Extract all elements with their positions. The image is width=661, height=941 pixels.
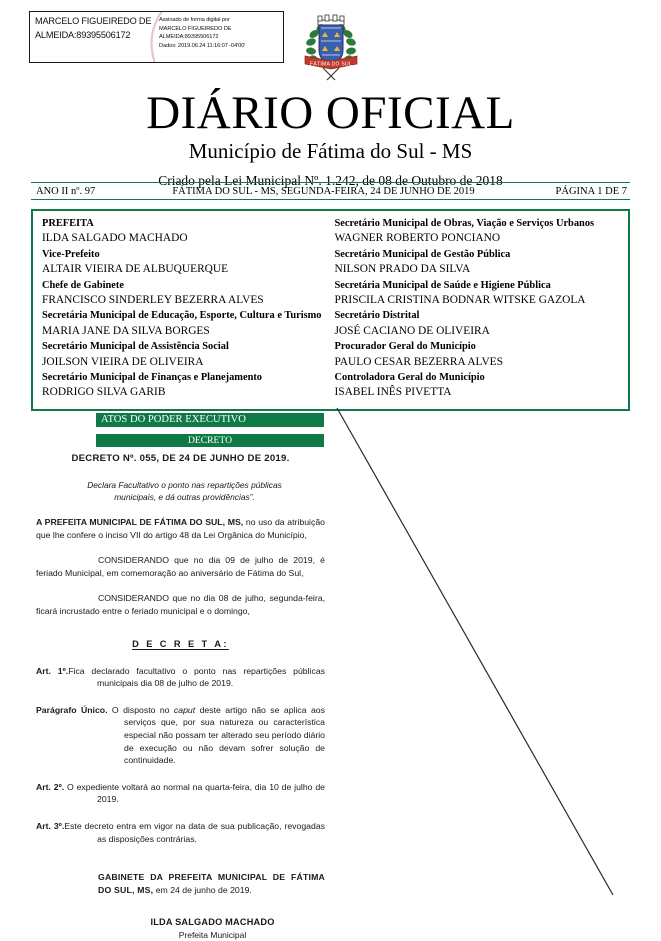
- decree-signer-name: ILDA SALGADO MACHADO: [150, 917, 275, 928]
- decree-decreta-label: D E C R E T A:: [132, 638, 229, 649]
- signature-detail-line-4: Dados: 2019.06.24 11:16:07 -04'00': [159, 42, 246, 49]
- signature-details: [155, 12, 283, 62]
- official-name: NILSON PRADO DA SILVA: [334, 263, 471, 276]
- closing-bold: GABINETE DA PREFEITA MUNICIPAL DE FÁTIMA DO SUL, MS,: [98, 872, 325, 895]
- digital-signature-stamp: [29, 11, 284, 63]
- signature-detail-line-3: ALMEIDA:89395506172: [159, 34, 219, 41]
- edition-date: FÁTIMA DO SUL - MS, SEGUNDA-FEIRA, 24 DE JUNHO DE 2019: [172, 185, 475, 197]
- paragrafo-text-b: deste artigo não se aplica aos serviços que, por sua natureza ou característica especial não possam ter alterado seu período diário de execução ou não devam sofrer solução de continuidade.: [124, 704, 325, 766]
- official-role: Secretária Municipal de Saúde e Higiene Pública: [334, 279, 551, 291]
- signature-detail-line-2: MARCELO FIGUEIREDO DE: [159, 25, 232, 32]
- official-role: Vice-Prefeito: [42, 248, 100, 260]
- officials-column-right: [331, 216, 629, 409]
- decree-article-1: [36, 665, 325, 690]
- official-name: PAULO CESAR BEZERRA ALVES: [334, 355, 503, 368]
- signature-detail-line-1: Assinado de forma digital por: [159, 17, 230, 23]
- official-name: ALTAIR VIEIRA DE ALBUQUERQUE: [42, 263, 229, 276]
- official-role: Secretário Municipal de Obras, Viação e Serviços Urbanos: [334, 218, 595, 229]
- decree-preamble-bold: A PREFEITA MUNICIPAL DE FÁTIMA DO SUL, MS,: [36, 517, 244, 527]
- decree-closing: [36, 871, 325, 896]
- official-role: Secretária Municipal de Educação, Esporte, Cultura e Turismo: [42, 310, 322, 322]
- article-2-text: O expediente voltará ao normal na quarta-feira, dia 10 de julho de 2019.: [64, 781, 325, 805]
- article-2-label: Art. 2º.: [36, 781, 65, 792]
- officials-box: [31, 209, 630, 411]
- section-banner-executive: ATOS DO PODER EXECUTIVO: [96, 413, 324, 427]
- officials-column-left: [33, 216, 331, 409]
- official-name: JOILSON VIEIRA DE OLIVEIRA: [42, 355, 204, 368]
- official-name: MARIA JANE DA SILVA BORGES: [42, 324, 210, 337]
- official-role: Secretário Municipal de Gestão Pública: [334, 248, 511, 260]
- article-1-text: Fica declarado facultativo o ponto nas repartições públicas municipais dia 08 de julho de 2019.: [68, 665, 325, 689]
- official-name: FRANCISCO SINDERLEY BEZERRA ALVES: [42, 294, 264, 307]
- decree-preamble: [36, 516, 325, 541]
- svg-text:FÁTIMA DO SUL: FÁTIMA DO SUL: [310, 61, 352, 68]
- official-role: Procurador Geral do Município: [334, 341, 476, 353]
- official-name: RODRIGO SILVA GARIB: [42, 386, 166, 399]
- masthead-subtitle: Município de Fátima do Sul - MS: [188, 139, 473, 163]
- paragrafo-text-a: O disposto no: [107, 704, 174, 715]
- edition-bar: [31, 182, 630, 200]
- decree-article-2: [36, 781, 325, 806]
- official-role: Secretário Municipal de Finanças e Planejamento: [42, 372, 263, 384]
- official-name: WAGNER ROBERTO PONCIANO: [334, 232, 501, 245]
- decree-heading: DECRETO Nº. 055, DE 24 DE JUNHO DE 2019.: [71, 453, 290, 464]
- article-3-text: Este decreto entra em vigor na data de sua publicação, revogadas as disposições contrárias.: [64, 820, 325, 844]
- paragrafo-unico-label: Parágrafo Único.: [36, 704, 108, 715]
- decree-considerando-2: CONSIDERANDO que no dia 08 de julho, segunda-feira, ficará incrustado entre o feriado municipal e o domingo,: [36, 593, 325, 616]
- decree-preamble-rest: no uso da atribuição que lhe confere o inciso VII do artigo 48 da Lei Orgânica do Município,: [36, 517, 325, 540]
- decree-signature-block: [36, 916, 325, 941]
- decree-paragrafo-unico: [36, 704, 325, 767]
- official-name: JOSÉ CACIANO DE OLIVEIRA: [334, 324, 490, 337]
- decree-considerando-1: CONSIDERANDO que no dia 09 de julho de 2019, é feriado Municipal, em comemoração ao aniversário de Fátima do Sul,: [36, 555, 325, 578]
- masthead: [0, 88, 661, 190]
- official-role: Secretário Distrital: [334, 310, 420, 322]
- official-role: Controladora Geral do Município: [334, 372, 485, 384]
- section-banner-decree: DECRETO: [96, 434, 324, 447]
- page-title: DIÁRIO OFICIAL: [146, 87, 515, 139]
- decree-signer-role: Prefeita Municipal: [178, 929, 247, 940]
- decree-article-3: [36, 820, 325, 845]
- official-role: PREFEITA: [42, 218, 94, 229]
- paragrafo-caput-term: caput: [173, 704, 196, 715]
- official-name: PRISCILA CRISTINA BODNAR WITSKE GAZOLA: [334, 294, 586, 307]
- page-indicator: PÁGINA 1 DE 7: [555, 185, 627, 197]
- official-name: ISABEL INÊS PIVETTA: [334, 386, 452, 399]
- decree-body: [36, 452, 325, 941]
- decree-ementa: Declara Facultativo o ponto nas repartições públicas municipais, e dá outras providências”.: [87, 480, 282, 502]
- closing-rest: em 24 de junho de 2019.: [153, 884, 252, 895]
- edition-number: ANO II nº. 97: [36, 185, 96, 197]
- official-role: Chefe de Gabinete: [42, 279, 124, 291]
- official-name: ILDA SALGADO MACHADO: [42, 232, 188, 245]
- masthead-law-line: Criado pela Lei Municipal Nº. 1.242, de 08 de Outubro de 2018: [158, 173, 503, 188]
- article-1-label: Art. 1º.: [36, 665, 69, 676]
- municipal-coat-of-arms-icon: [302, 12, 360, 84]
- official-role: Secretário Municipal de Assistência Social: [42, 341, 229, 353]
- article-3-label: Art. 3º.: [36, 820, 65, 831]
- signature-signer-name: MARCELO FIGUEIREDO DE ALMEIDA:89395506172: [35, 16, 152, 40]
